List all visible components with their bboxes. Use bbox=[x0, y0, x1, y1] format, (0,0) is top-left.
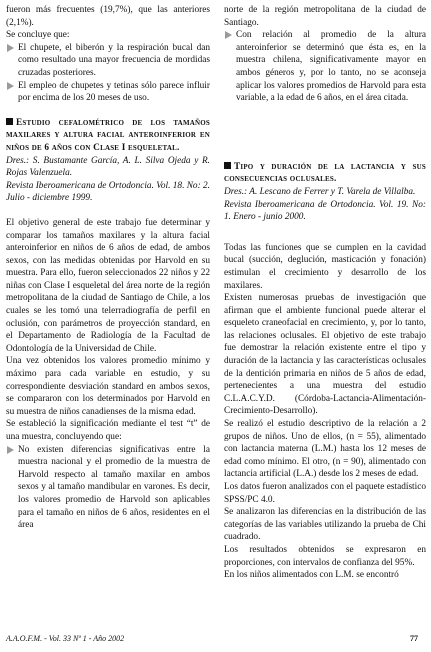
continuation-text: norte de la región metropolitana de la ciudad de Santiago. bbox=[224, 5, 426, 28]
body-paragraph: Una vez obtenidos los valores promedio mínimo y máximo para cada variable en estudio, y su correspondiente desviación standard en ambos sexos, se compararon con los determinados por Harvold en su muestra de niños canadienses de la misma edad. bbox=[6, 356, 210, 417]
article-authors: Dres.: A. Lescano de Ferrer y T. Varela de Villalba. bbox=[224, 186, 416, 197]
list-item-text: Con relación al promedio de la altura anteroinferior se determinó que ésta es, en la muestra chilena, significativamente mayor en ambos géneros y, por lo tanto, no se aconseja aplicar los valores promedios de Harvold para esta variable, a la edad de 6 años, en el área citada. bbox=[236, 30, 426, 104]
article-heading bbox=[224, 161, 426, 224]
left-column bbox=[6, 4, 210, 532]
spacer bbox=[224, 224, 426, 242]
body-paragraph: Se realizó el estudio descriptivo de la relación a 2 grupos de niños. Uno de ellos, (n = 55), alimentado con lactancia materna (L.M.) hasta los 12 meses de edad como mínimo. El otro, (n = 90), alimentado con lactancia artificial (L.A.) desde los 2 meses de edad. bbox=[224, 419, 426, 480]
body-paragraph: Se analizaron las diferencias en la distribución de las categorías de las variables utilizando la prueba de Chi cuadrado. bbox=[224, 507, 426, 543]
body-paragraph: Se estableció la significación mediante el test “t” de una muestra, concluyendo que: bbox=[6, 419, 210, 442]
body-paragraph: Existen numerosas pruebas de investigación que afirman que el ambiente funcional puede alterar el esqueleto craneofacial en crecimiento, y, por lo tanto, las relaciones oclusales. El objetivo de este trabajo fue demostrar la relación existente entre el tipo y duración de la lactancia y las características oclusales de la dentición primaria en niños de 5 años de edad, pertenecientes a una muestra del estudio C.L.A.C.Y.D. (Córdoba-Lactancia-Alimentación-Crecimiento-Desarrollo). bbox=[224, 293, 426, 417]
body-paragraph: Los datos fueron analizados con el paquete estadístico SPSS/PC 4.0. bbox=[224, 482, 426, 505]
article-title: Tipo y duración de la lactancia y sus consecuencias oclusales. bbox=[224, 161, 426, 185]
article-journal: Revista Iberoamericana de Ortodoncia. Vol. 18. No: 2. Julio - diciembre 1999. bbox=[6, 180, 210, 204]
list-item bbox=[6, 444, 210, 532]
footer-journal: A.A.O.F.M. - Vol. 33 Nº 1 - Año 2002 bbox=[6, 634, 125, 643]
spacer bbox=[6, 205, 210, 217]
black-square-icon bbox=[224, 162, 231, 169]
article-heading bbox=[6, 117, 210, 205]
finding-list bbox=[224, 29, 426, 105]
article-journal: Revista Iberoamericana de Ortodoncia. Vol. 19. No: 1. Enero - junio 2000. bbox=[224, 199, 426, 223]
body-paragraph: Los resultados obtenidos se expresaron en proporciones, con intervalos de confianza del 95%. bbox=[224, 544, 426, 568]
right-column bbox=[224, 4, 426, 582]
article-title: Estudio cefalométrico de los tamaños maxilares y altura facial anteroinferior en niños de 6 años con Clase I esqueletal. bbox=[6, 117, 210, 153]
body-paragraph: En los niños alimentados con L.M. se encontró bbox=[224, 570, 399, 581]
triangle-bullet-icon bbox=[225, 31, 232, 39]
triangle-bullet-icon bbox=[7, 44, 14, 52]
list-item bbox=[224, 29, 426, 105]
conclusion-list bbox=[6, 42, 210, 105]
list-item-text: El empleo de chupetes y tetinas sólo parece influir por encima de los 20 meses de uso. bbox=[18, 80, 210, 104]
triangle-bullet-icon bbox=[7, 446, 14, 454]
list-item-text: El chupete, el biberón y la respiración bucal dan como resultado una mayor frecuencia de mordidas cruzadas posteriores. bbox=[18, 42, 210, 78]
body-paragraph: Todas las funciones que se cumplen en la cavidad bucal (succión, deglución, masticación y fonación) estimulan el crecimiento y desarrollo de los maxilares. bbox=[224, 242, 426, 291]
black-square-icon bbox=[6, 118, 13, 125]
spacer bbox=[224, 105, 426, 161]
list-item bbox=[6, 42, 210, 80]
article-authors: Dres.: S. Bustamante García, A. L. Silva Ojeda y R. Rojas Valenzuela. bbox=[6, 155, 210, 179]
page-number: 77 bbox=[410, 634, 418, 643]
conclusion-lead: Se concluye que: bbox=[6, 30, 70, 41]
body-paragraph: El objetivo general de este trabajo fue determinar y comparar los tamaños maxilares y la altura facial anteroinferior en niños de 6 años de edad, de ambos sexos, con las medidas obtenidas por Harvold en su muestra. Para ello, fueron seleccionados 22 niños y 22 niñas con Clase I esqueletal del área norte de la región metropolitana de la ciudad de Santiago de Chile, a los cuales se les tomó una telerradiografía de perfil en oclusión, con parámetros de proyección standard, en el Departamento de Radiología de la Facultad de Odontología de la Universidad de Chile. bbox=[6, 217, 210, 354]
list-item bbox=[6, 80, 210, 105]
list-item-text: No existen diferencias significativas entre la muestra nacional y el promedio de la muestra de Harvold respecto al tamaño maxilar en ambos sexos y al tamaño mandibular en varones. Es decir, los valores promedio de Harvold son aplicables para el tamaño en niños de 6 años, residentes en el área bbox=[18, 444, 210, 531]
finding-list bbox=[6, 444, 210, 532]
intro-text: fueron más frecuentes (19,7%), que las anteriores (2,1%). bbox=[6, 5, 210, 28]
spacer bbox=[6, 105, 210, 117]
triangle-bullet-icon bbox=[7, 82, 14, 90]
